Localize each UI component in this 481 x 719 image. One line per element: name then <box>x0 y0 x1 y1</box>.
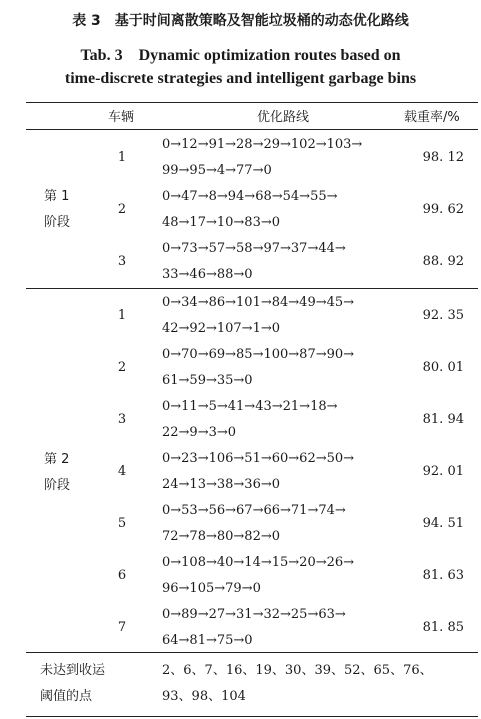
header-rule <box>26 129 478 130</box>
load-rate-value: 80. 01 <box>422 360 464 375</box>
vehicle-id: 1 <box>117 150 127 165</box>
route-cell: 0→70→69→85→100→87→90→ 61→59→35→0 <box>162 347 355 388</box>
route-cell: 0→53→56→67→66→71→74→ 72→78→80→82→0 <box>162 503 346 544</box>
load-rate-value: 99. 62 <box>422 202 464 217</box>
load-rate-value: 92. 01 <box>422 464 464 479</box>
vehicle-id: 6 <box>117 568 127 583</box>
vehicle-id: 2 <box>117 202 127 217</box>
load-rate-value: 94. 51 <box>422 516 464 531</box>
footer-points: 2、6、7、16、19、30、39、52、65、76、 93、98、104 <box>162 663 433 704</box>
header-load-rate: 载重率/% <box>404 110 460 125</box>
route-cell: 0→73→57→58→97→37→44→ 33→46→88→0 <box>162 241 346 282</box>
load-rate-value: 81. 63 <box>422 568 464 583</box>
header-route: 优化路线 <box>257 110 310 125</box>
caption-chinese: 表 3 基于时间离散策略及智能垃圾桶的动态优化路线 <box>72 13 409 29</box>
route-cell: 0→89→27→31→32→25→63→ 64→81→75→0 <box>162 607 346 648</box>
vehicle-id: 1 <box>117 308 127 323</box>
route-cell: 0→34→86→101→84→49→45→ 42→92→107→1→0 <box>162 295 355 336</box>
group2-divider <box>26 652 478 653</box>
route-cell: 0→12→91→28→29→102→103→ 99→95→4→77→0 <box>162 137 363 178</box>
stage-label: 第 2 阶段 <box>44 452 71 493</box>
vehicle-id: 2 <box>117 360 127 375</box>
vehicle-id: 3 <box>117 254 127 269</box>
load-rate-value: 81. 94 <box>422 412 464 427</box>
load-rate-value: 98. 12 <box>422 150 464 165</box>
load-rate-value: 88. 92 <box>422 254 464 269</box>
header-vehicle: 车辆 <box>108 110 135 125</box>
route-cell: 0→11→5→41→43→21→18→ 22→9→3→0 <box>162 399 338 440</box>
load-rate-value: 92. 35 <box>422 308 464 323</box>
caption-english-line2: time-discrete strategies and intelligent garbage bins <box>64 70 417 87</box>
stage-label: 第 1 阶段 <box>44 189 71 230</box>
footer-label: 未达到收运 阈值的点 <box>40 663 106 704</box>
route-cell: 0→23→106→51→60→62→50→ 24→13→38→36→0 <box>162 451 355 492</box>
vehicle-id: 5 <box>117 516 127 531</box>
table-bottom-rule <box>26 716 478 717</box>
route-cell: 0→47→8→94→68→54→55→ 48→17→10→83→0 <box>162 189 338 230</box>
caption-english-line1: Tab. 3 Dynamic optimization routes based on <box>80 47 401 64</box>
vehicle-id: 3 <box>117 412 127 427</box>
load-rate-value: 81. 85 <box>422 620 464 635</box>
table-top-rule <box>26 102 478 103</box>
vehicle-id: 4 <box>117 464 127 479</box>
route-cell: 0→108→40→14→15→20→26→ 96→105→79→0 <box>162 555 355 596</box>
vehicle-id: 7 <box>117 620 127 635</box>
group1-divider <box>26 288 478 289</box>
